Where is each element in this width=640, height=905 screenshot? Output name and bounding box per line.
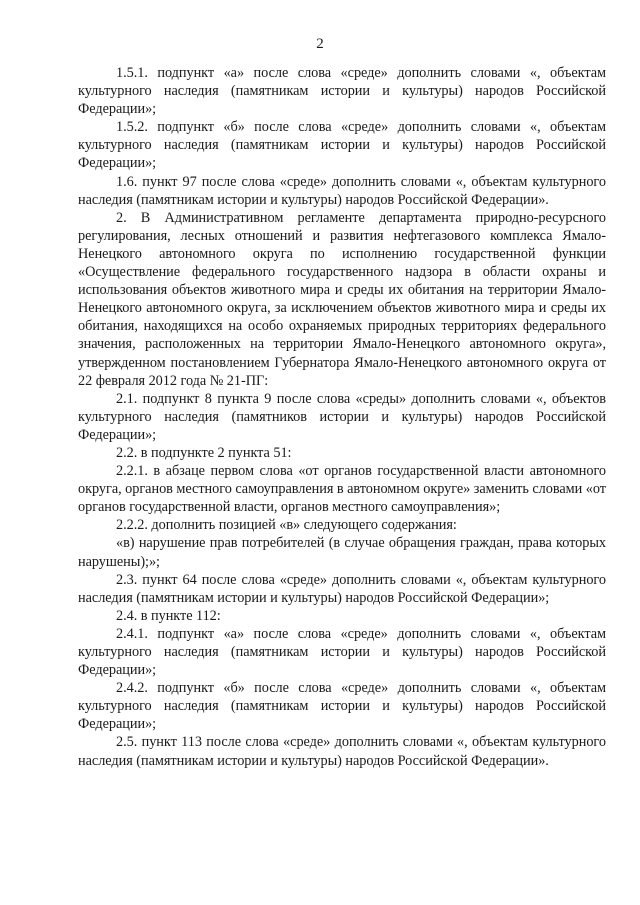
paragraph-2-4-2: 2.4.2. подпункт «б» после слова «среде» дополнить словами «, объектам культурного наследия (памятникам истории и культуры) народов Российской Федерации»; bbox=[78, 680, 606, 733]
document-body bbox=[78, 64, 606, 770]
paragraph-2-2-2: 2.2.2. дополнить позицией «в» следующего содержания: bbox=[116, 517, 457, 534]
paragraph-2-5: 2.5. пункт 113 после слова «среде» дополнить словами «, объектам культурного наследия (памятникам истории и культуры) народов Российской Федерации». bbox=[78, 734, 606, 769]
paragraph-2-2-1: 2.2.1. в абзаце первом слова «от органов государственной власти автономного округа, органов местного самоуправления в автономном округе» заменить словами «от органов государственной власти, органов местного самоуправления»; bbox=[78, 463, 606, 516]
page-number: 2 bbox=[316, 36, 324, 52]
paragraph-quote-v: «в) нарушение прав потребителей (в случае обращения граждан, права которых нарушены);»; bbox=[78, 535, 606, 570]
paragraph-1-5-1: 1.5.1. подпункт «а» после слова «среде» дополнить словами «, объектам культурного наследия (памятникам истории и культуры) народов Российской Федерации»; bbox=[78, 65, 606, 118]
paragraph-2-4: 2.4. в пункте 112: bbox=[116, 607, 221, 624]
paragraph-2-1: 2.1. подпункт 8 пункта 9 после слова «среды» дополнить словами «, объектов культурного наследия (памятников истории и культуры) народов Российской Федерации»; bbox=[78, 390, 606, 443]
paragraph-1-6: 1.6. пункт 97 после слова «среде» дополнить словами «, объектам культурного наследия (памятникам истории и культуры) народов Российской Федерации». bbox=[78, 173, 606, 208]
paragraph-2: 2. В Административном регламенте департамента природно-ресурсного регулирования, лесных отношений и развития нефтегазового комплекса Ямало-Ненецкого автономного округа по исполнению государственной функции «Осуществление федерального государственного надзора в области охраны и использования объектов животного мира и среды их обитания на территории Ямало-Ненецкого автономного округа, за исключением объектов животного мира и среды их обитания, находящихся на особо охраняемых природных территориях федерального значения, расположенных на территории Ямало-Ненецкого автономного округа», утвержденном постановлением Губернатора Ямало-Ненецкого автономного округа от 22 февраля 2012 года № 21-ПГ: bbox=[78, 209, 606, 389]
paragraph-2-4-1: 2.4.1. подпункт «а» после слова «среде» дополнить словами «, объектам культурного наследия (памятникам истории и культуры) народов Российской Федерации»; bbox=[78, 625, 606, 679]
paragraph-1-5-2: 1.5.2. подпункт «б» после слова «среде» дополнить словами «, объектам культурного наследия (памятникам истории и культуры) народов Российской Федерации»; bbox=[78, 119, 606, 172]
paragraph-2-2: 2.2. в подпункте 2 пункта 51: bbox=[116, 444, 292, 461]
paragraph-2-3: 2.3. пункт 64 после слова «среде» дополнить словами «, объектам культурного наследия (памятникам истории и культуры) народов Российской Федерации»; bbox=[78, 571, 606, 606]
